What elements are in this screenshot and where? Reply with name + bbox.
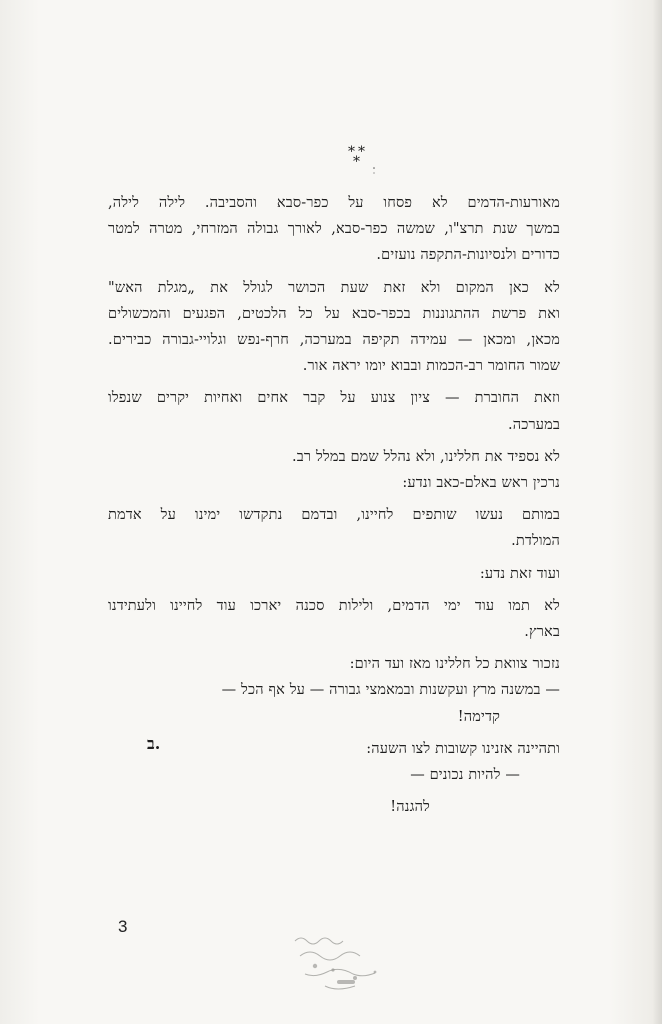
signature-text: ב. (147, 734, 161, 753)
text-line: נרכין ראש באלם-כאב ונדע: (402, 475, 560, 492)
paragraph (108, 444, 560, 470)
text-line: מאורעות-הדמים לא פסחו על כפר-סבא והסביבה. לילה לילה, (108, 195, 560, 211)
paragraph (108, 593, 560, 645)
closing-section (108, 736, 560, 788)
text-line: מכאן, ומכאן — עמידה תקיפה במערכה, חרף-נפש וגלויי-גבורה כבירים. (108, 332, 560, 349)
svg-text:*: * (353, 154, 360, 170)
text-line: ועוד זאת נדע: (479, 565, 560, 582)
svg-text:*: * (348, 144, 355, 160)
text-line: לא כאן המקום ולא זאת שעת הכושר לגולל את „מגלת האש" (108, 279, 560, 296)
page-edge-shadow (652, 0, 662, 1024)
text-line: לא תמו עוד ימי הדמים, ולילות סכנה יארכו עוד לחיינו ולעתידנו (108, 597, 560, 614)
closing-line: ותהיינה אזנינו קשובות לצו השעה: (366, 740, 560, 757)
text-line: במשך שנת תרצ"ו, שמשה כפר-סבא, לאורך גבולה המזרחי, מטרה למטר (108, 221, 560, 238)
paragraph (108, 561, 560, 587)
text-line: שמור החומר רב-הכמות ובבוא יומו יראה אור. (302, 358, 560, 375)
paragraph (108, 190, 560, 269)
text-line: בארץ. (524, 624, 560, 641)
text-line: ואת פרשת ההתגוננות בכפר-סבא על כל הלכטים, הפגעים והמכשולים (108, 305, 560, 322)
closing-line: — במשנה מרץ ועקשנות ובמאמצי גבורה — על אף הכל — (221, 682, 560, 699)
text-line: וזאת החוברת — ציון צנוע על קבר אחים ואחיות יקרים שנפלו (108, 390, 560, 407)
text-line: לא נספיד את חללינו, ולא נהלל שמם במלל רב. (292, 448, 560, 465)
closing-section (108, 651, 560, 730)
text-line: המולדת. (511, 533, 560, 550)
signature (147, 734, 171, 758)
closing-line: נזכור צוואת כל חללינו מאז ועד היום: (349, 656, 560, 673)
asterism-icon (340, 140, 380, 180)
paragraph (108, 385, 560, 437)
paragraph (108, 470, 560, 496)
paragraph (108, 502, 560, 554)
page-number: 3 (118, 917, 128, 936)
closing-line: להגנה! (390, 799, 430, 816)
body-text (108, 190, 560, 820)
text-line: כדורים ולנסיונות-התקפה נועזים. (376, 247, 560, 264)
svg-text:*: * (358, 144, 365, 160)
paragraph (108, 275, 560, 380)
text-line: במותם נעשו שותפים לחיינו, ובדמם נתקדשו ימינו על אדמת (108, 507, 560, 524)
closing-line: קדימה! (457, 708, 500, 725)
faded-stamp-icon (285, 926, 405, 996)
text-line: במערכה. (508, 416, 560, 433)
closing-line: — להיות נכונים — (410, 767, 520, 784)
